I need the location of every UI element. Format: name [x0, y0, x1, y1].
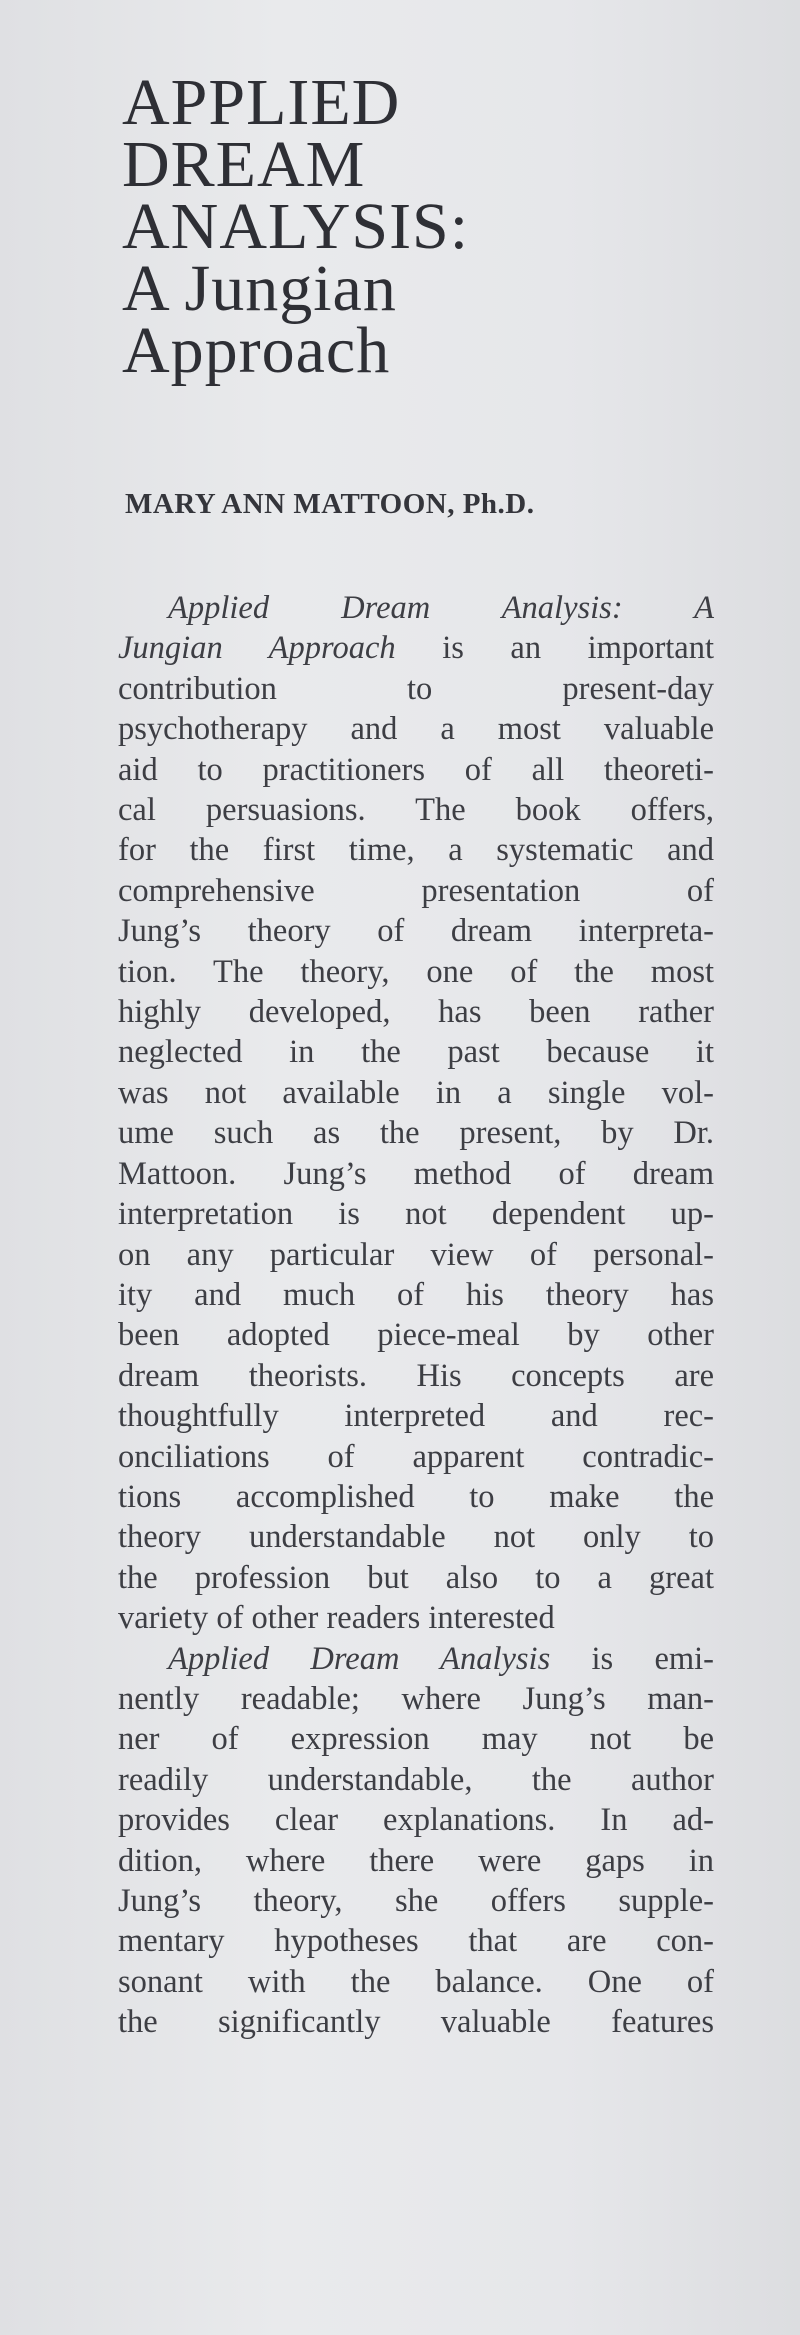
- text-line: sonant with the balance. One of: [118, 1963, 714, 2000]
- text-line: Jung’s theory, she offers supple-: [118, 1883, 714, 1919]
- text-line: comprehensive presentation of: [118, 872, 714, 909]
- text-line: readily understandable, the author: [118, 1761, 714, 1798]
- book-title-italic: Applied Dream Analysis: [168, 1640, 551, 1677]
- book-title-italic: Jungian Approach: [118, 630, 396, 667]
- text-line: [118, 588, 714, 628]
- text-line: nently readable; where Jung’s man-: [118, 1680, 714, 1717]
- book-title-italic: Applied Dream Analysis: A: [168, 590, 714, 626]
- text-line: for the first time, a systematic and: [118, 832, 714, 869]
- text-line: ity and much of his theory has: [118, 1276, 714, 1313]
- text-line: the profession but also to a great: [118, 1559, 714, 1596]
- title-line-4: A Jungian: [122, 252, 397, 325]
- text-line: theory understandable not only to: [118, 1519, 714, 1556]
- text-line: contribution to present-day: [118, 670, 714, 707]
- text-line: was not available in a single vol-: [118, 1074, 714, 1111]
- description-paragraph-2: [118, 1639, 714, 2043]
- text-line: dream theorists. His concepts are: [118, 1357, 714, 1394]
- title-line-3: ANALYSIS:: [122, 190, 470, 263]
- text-line: Jungian Approach is an important: [118, 630, 714, 667]
- text-line: tion. The theory, one of the most: [118, 953, 714, 990]
- title-line-1: APPLIED: [122, 66, 401, 139]
- text-line: aid to practitioners of all theoreti-: [118, 751, 714, 788]
- text-line: highly developed, has been rather: [118, 994, 714, 1031]
- text-line: Mattoon. Jung’s method of dream: [118, 1155, 714, 1192]
- text-line: onciliations of apparent contradic-: [118, 1438, 714, 1475]
- text-line: psychotherapy and a most valuable: [118, 711, 714, 748]
- text-line: ume such as the present, by Dr.: [118, 1115, 714, 1152]
- text-line: Jung’s theory of dream interpreta-: [118, 913, 714, 950]
- text-line: cal persuasions. The book offers,: [118, 792, 714, 829]
- text-line: the significantly valuable features: [118, 2004, 714, 2041]
- text-line: dition, where there were gaps in: [118, 1842, 714, 1879]
- description-paragraph-1: [118, 588, 714, 1639]
- text-line: thoughtfully interpreted and rec-: [118, 1398, 714, 1435]
- book-title: [122, 66, 722, 387]
- text-line: been adopted piece-meal by other: [118, 1317, 714, 1354]
- text-line: neglected in the past because it: [118, 1034, 714, 1071]
- text-line: variety of other readers interested: [118, 1600, 555, 1637]
- text-line: Applied Dream Analysis is emi-: [168, 1640, 714, 1677]
- title-line-2: DREAM: [122, 128, 366, 201]
- title-line-5: Approach: [122, 314, 391, 387]
- text-line: on any particular view of personal-: [118, 1236, 714, 1273]
- author-name: MARY ANN MATTOON, Ph.D.: [125, 488, 535, 520]
- text-line: ner of expression may not be: [118, 1721, 714, 1758]
- description-body: [118, 588, 714, 2043]
- text-line: provides clear explanations. In ad-: [118, 1802, 714, 1839]
- text-line: interpretation is not dependent up-: [118, 1196, 714, 1233]
- text-line: tions accomplished to make the: [118, 1478, 714, 1515]
- text-line: mentary hypotheses that are con-: [118, 1923, 714, 1960]
